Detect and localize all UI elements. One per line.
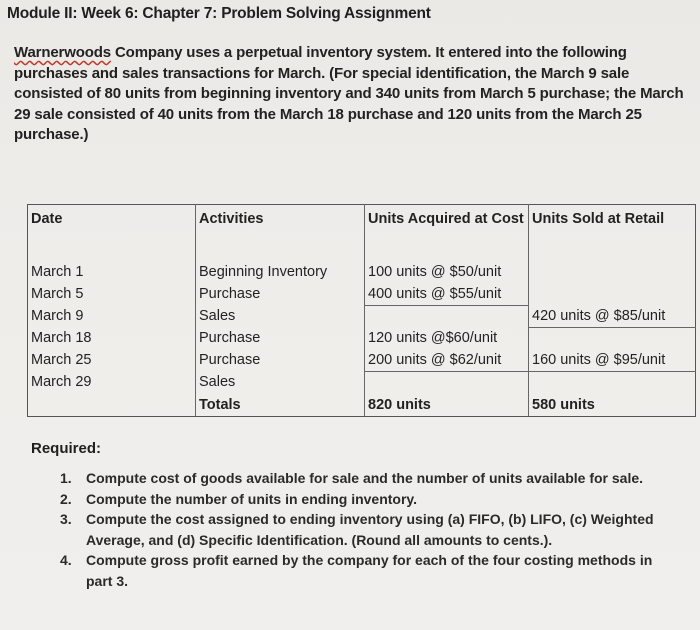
table-row bbox=[28, 306, 696, 328]
cell-sold bbox=[529, 262, 696, 284]
cell-activity: Beginning Inventory bbox=[196, 262, 365, 284]
item-number: 1. bbox=[60, 470, 72, 486]
cell-date: March 29 bbox=[28, 372, 196, 394]
required-list bbox=[60, 468, 660, 591]
cell-acquired: 120 units @$60/unit bbox=[365, 328, 529, 350]
item-text: Compute the cost assigned to ending inventory using (a) FIFO, (b) LIFO, (c) Weighted Average, and (d) Specific Identification. (Round all amounts to cents.). bbox=[86, 511, 654, 548]
item-number: 4. bbox=[60, 552, 72, 568]
table-row bbox=[28, 284, 696, 306]
cell-sold bbox=[529, 372, 696, 394]
cell-date: March 25 bbox=[28, 350, 196, 372]
list-item bbox=[60, 550, 660, 591]
company-name: Warnerwoods bbox=[14, 44, 111, 61]
problem-statement bbox=[14, 43, 694, 146]
header-units-acquired: Units Acquired at Cost bbox=[365, 205, 529, 263]
table-header-row bbox=[28, 205, 696, 263]
cell-acquired: 200 units @ $62/unit bbox=[365, 350, 529, 372]
page-title: Module II: Week 6: Chapter 7: Problem Solving Assignment bbox=[7, 5, 431, 22]
cell-date: March 9 bbox=[28, 306, 196, 328]
totals-acquired: 820 units bbox=[365, 394, 529, 417]
table-row bbox=[28, 262, 696, 284]
table-row bbox=[28, 350, 696, 372]
cell-date: March 1 bbox=[28, 262, 196, 284]
cell-activity: Sales bbox=[196, 306, 365, 328]
table-totals-row bbox=[28, 394, 696, 417]
problem-text: Company uses a perpetual inventory system. It entered into the following purchases and sales transactions for March. (For special identification, the March 9 sale consisted of 80 units from beginning inventory and 340 units from March 5 purchase; the March 29 sale consisted of 40 units from the March 18 purchase and 120 units from the March 25 purchase.) bbox=[14, 44, 684, 143]
header-units-sold: Units Sold at Retail bbox=[529, 205, 696, 263]
item-number: 3. bbox=[60, 511, 72, 527]
totals-sold: 580 units bbox=[529, 394, 696, 417]
list-item bbox=[60, 468, 660, 489]
cell-sold bbox=[529, 328, 696, 350]
cell-sold: 160 units @ $95/unit bbox=[529, 350, 696, 372]
item-number: 2. bbox=[60, 490, 72, 507]
cell-date: March 5 bbox=[28, 284, 196, 306]
table-row bbox=[28, 372, 696, 394]
cell-acquired bbox=[365, 306, 529, 328]
list-item bbox=[60, 509, 660, 550]
header-date: Date bbox=[28, 205, 196, 263]
list-item bbox=[60, 489, 660, 510]
transactions-table bbox=[27, 204, 696, 417]
cell-activity: Purchase bbox=[196, 350, 365, 372]
item-text: Compute cost of goods available for sale and the number of units available for sale. bbox=[86, 470, 644, 486]
cell-acquired bbox=[365, 372, 529, 394]
cell-sold: 420 units @ $85/unit bbox=[529, 306, 696, 328]
required-heading: Required: bbox=[31, 440, 102, 457]
header-activities: Activities bbox=[196, 205, 365, 263]
cell-date: March 18 bbox=[28, 328, 196, 350]
item-text: Compute gross profit earned by the company for each of the four costing methods in part 3. bbox=[86, 552, 653, 589]
totals-label: Totals bbox=[196, 394, 365, 417]
totals-blank bbox=[28, 394, 196, 417]
cell-acquired: 100 units @ $50/unit bbox=[365, 262, 529, 284]
cell-acquired: 400 units @ $55/unit bbox=[365, 284, 529, 306]
cell-activity: Purchase bbox=[196, 284, 365, 306]
item-text: Compute the number of units in ending inventory. bbox=[86, 490, 418, 507]
cell-sold bbox=[529, 284, 696, 306]
cell-activity: Sales bbox=[196, 372, 365, 394]
cell-activity: Purchase bbox=[196, 328, 365, 350]
table-row bbox=[28, 328, 696, 350]
